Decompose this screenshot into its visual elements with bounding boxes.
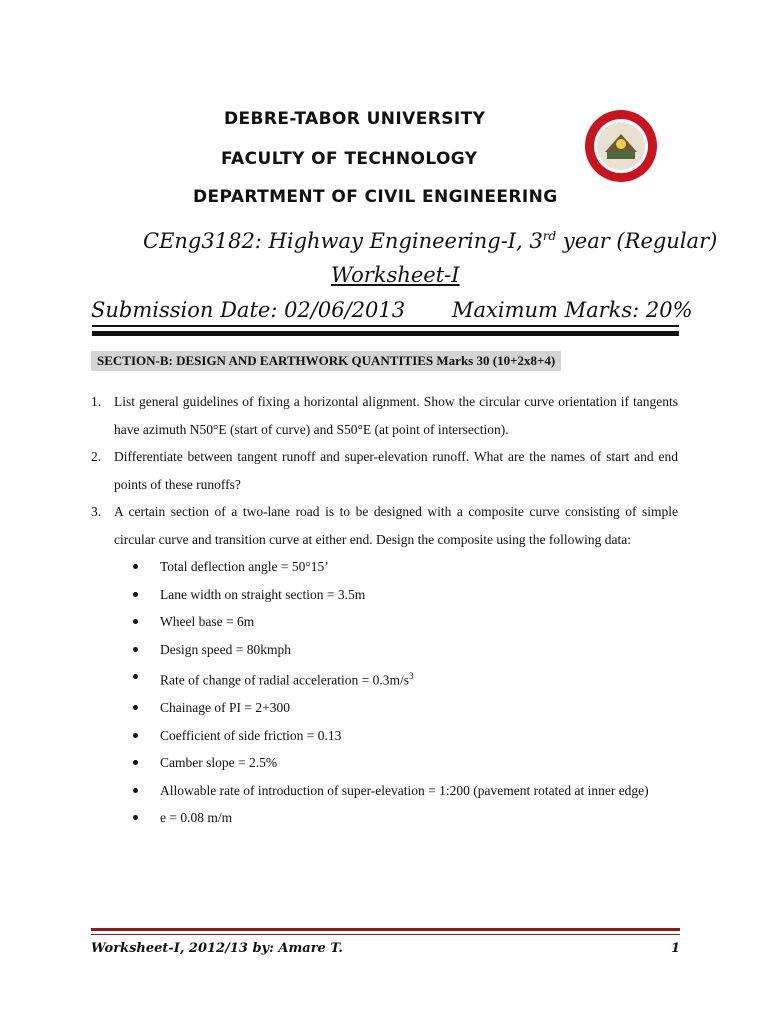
design-data-item [133, 663, 678, 694]
design-data-list [133, 553, 678, 832]
design-data-text: Rate of change of radial acceleration = 0.3m/s [160, 672, 410, 688]
course-title [143, 229, 717, 253]
footer-rule-thin [91, 934, 680, 935]
design-data-item [133, 749, 678, 777]
question-text: Differentiate between tangent runoff and super-elevation runoff. What are the names of start and end points of these runoffs? [114, 449, 678, 492]
question-text: A certain section of a two-lane road is to be designed with a composite curve consisting of simple circular curve and transition curve at either end. Design the composite using the following data: [114, 504, 678, 547]
design-data-item [133, 777, 678, 805]
section-heading: SECTION-B: DESIGN AND EARTHWORK QUANTITIES Marks 30 (10+2x8+4) [91, 351, 561, 371]
question-number: 1. [91, 394, 102, 409]
department-name: DEPARTMENT OF CIVIL ENGINEERING [193, 187, 558, 207]
bullet-icon [133, 705, 138, 710]
header-rule-thin [92, 325, 679, 327]
bullet-icon [133, 564, 138, 569]
question-number: 2. [91, 449, 102, 464]
question-item [91, 498, 678, 553]
design-data-text: Camber slope = 2.5% [160, 755, 278, 770]
design-data-item [133, 636, 678, 664]
bullet-icon [133, 619, 138, 624]
course-title-rest: year (Regular) [556, 229, 718, 253]
faculty-name: FACULTY OF TECHNOLOGY [221, 149, 478, 169]
design-data-text: Total deflection angle = 50°15’ [160, 559, 329, 574]
question-text: List general guidelines of fixing a horizontal alignment. Show the circular curve orientation if tangents have azimuth N50°E (start of curve) and S50°E (at point of intersection). [114, 394, 678, 437]
bullet-icon [133, 647, 138, 652]
design-data-item [133, 694, 678, 722]
design-data-text: Wheel base = 6m [160, 614, 255, 629]
design-data-text: e = 0.08 m/m [160, 810, 233, 825]
bullet-icon [133, 592, 138, 597]
design-data-item [133, 804, 678, 832]
footer-rule-thick [91, 928, 680, 931]
question-item [91, 443, 678, 498]
bullet-icon [133, 815, 138, 820]
design-data-item [133, 553, 678, 581]
design-data-text: Coefficient of side friction = 0.13 [160, 727, 342, 743]
university-logo [583, 108, 659, 184]
question-item [91, 388, 678, 443]
design-data-item [133, 608, 678, 636]
design-data-text: Design speed = 80kmph [160, 641, 291, 657]
question-list [91, 388, 678, 832]
bullet-icon [133, 760, 138, 765]
course-title-superscript: rd [542, 229, 557, 243]
design-data-text: Chainage of PI = 2+300 [160, 700, 290, 715]
design-data-text: Lane width on straight section = 3.5m [160, 586, 366, 602]
bullet-icon [133, 674, 138, 679]
maximum-marks: Maximum Marks: 20% [452, 298, 693, 322]
page-number: 1 [671, 941, 681, 956]
design-data-text: Allowable rate of introduction of super-elevation = 1:200 (pavement rotated at inner edge) [160, 782, 649, 798]
question-number: 3. [91, 504, 102, 519]
design-data-item [133, 722, 678, 750]
header-rule-thick [92, 331, 679, 336]
bullet-icon [133, 788, 138, 793]
footer-author: Worksheet-I, 2012/13 by: Amare T. [91, 941, 343, 956]
course-title-main: CEng3182: Highway Engineering-I, 3 [143, 229, 543, 253]
design-data-item [133, 581, 678, 609]
bullet-icon [133, 733, 138, 738]
worksheet-title: Worksheet-I [331, 263, 460, 287]
submission-date: Submission Date: 02/06/2013 [91, 298, 406, 322]
university-name: DEBRE-TABOR UNIVERSITY [224, 109, 486, 129]
design-data-superscript: 3 [409, 671, 414, 681]
